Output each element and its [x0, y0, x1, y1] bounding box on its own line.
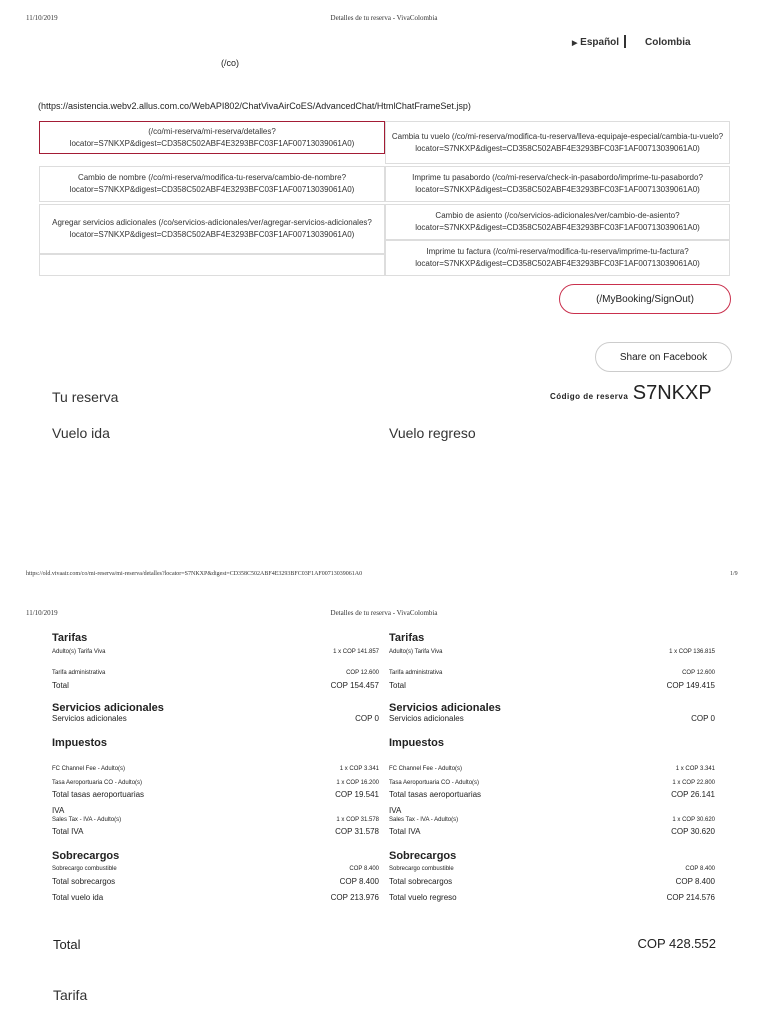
- menu-item-cambio-asiento[interactable]: [385, 204, 730, 240]
- sobrecargos-heading: Sobrecargos: [52, 850, 120, 862]
- language-divider: [624, 35, 626, 48]
- print-footer-url: https://old.vivaair.com/co/mi-reserva/mi-reserva/detalles?locator=S7NKXP&digest=CD358C502ABF4E3293BFC03F1AF00713039061A0: [26, 571, 363, 577]
- signout-button[interactable]: (/MyBooking/SignOut): [559, 284, 731, 314]
- tu-reserva-heading: Tu reserva: [52, 389, 119, 405]
- menu-item-prefix: Agregar servicios adicionales: [52, 218, 157, 227]
- menu-item-text: (/co/mi-reserva/modifica-tu-reserva/cambio-de-nombre?locator=S7NKXP&digest=CD358C502ABF4E3293BFC03F1AF00713039061A0): [69, 173, 355, 194]
- tarifas-heading: Tarifas: [389, 632, 425, 644]
- booking-code-label: Código de reserva: [550, 392, 629, 401]
- country-selector[interactable]: Colombia: [645, 37, 691, 48]
- servicios-heading: Servicios adicionales: [389, 702, 501, 714]
- menu-item-text: (/co/mi-reserva/modifica-tu-reserva/lleva-equipaje-especial/cambia-tu-vuelo?locator=S7NKXP&digest=CD358C502ABF4E3293BFC03F1AF00713039061A0): [415, 131, 724, 153]
- menu-empty-cell: [39, 254, 385, 276]
- sobrecargos-heading: Sobrecargos: [389, 850, 457, 862]
- menu-item-imprime-factura[interactable]: [385, 240, 730, 276]
- booking-code-value: S7NKXP: [632, 382, 712, 404]
- grand-total-label: Total: [53, 937, 81, 952]
- tarifas-heading: Tarifas: [52, 632, 88, 644]
- menu-item-text: (/co/mi-reserva/mi-reserva/detalles?locator=S7NKXP&digest=CD358C502ABF4E3293BFC03F1AF00713039061A0): [69, 126, 355, 148]
- print-date-2: 11/10/2019: [26, 609, 58, 617]
- print-title-2: Detalles de tu reserva - VivaColombia: [330, 609, 438, 617]
- menu-item-cambio-nombre[interactable]: [39, 166, 385, 202]
- menu-item-text: (/co/mi-reserva/check-in-pasabordo/imprime-tu-pasabordo?locator=S7NKXP&digest=CD358C502ABF4E3293BFC03F1AF00713039061A0): [415, 173, 703, 194]
- menu-item-detalles[interactable]: [39, 121, 385, 154]
- menu-item-cambia-vuelo[interactable]: [385, 121, 730, 164]
- menu-item-text: (/co/servicios-adicionales/ver/cambio-de-asiento?locator=S7NKXP&digest=CD358C502ABF4E3293BFC03F1AF00713039061A0): [415, 211, 700, 232]
- home-link[interactable]: (/co): [221, 58, 239, 68]
- fare-column-ida: Tarifas Adulto(s) Tarifa Viva 1 x COP 141.857 Tarifa administrativa COP 12.600 Total COP 154.457 Servicios adicionales Servicios adicionales COP 0 Impuestos FC Channel Fee - Adulto(s) 1 x COP 3.341 Tasa Aeroportuaria CO - Adulto(s) 1 x COP 16.200 Total tasas aeroportuarias COP 19.541 IVA Sales Tax - IVA - Adulto(s) 1 x COP 31.578 Total IVA COP 31.578 Sobrecargos Sobrecargo combustible COP 8.400 Total sobrecargos COP 8.400 Total vuelo ida COP 213.976: [52, 632, 379, 902]
- print-page-number: 1/9: [730, 571, 738, 577]
- share-facebook-button[interactable]: Share on Facebook: [595, 342, 732, 372]
- menu-item-agregar-servicios[interactable]: [39, 204, 385, 254]
- menu-item-imprime-pasabordo[interactable]: [385, 166, 730, 202]
- menu-item-prefix: Imprime tu pasabordo: [412, 173, 490, 182]
- vuelo-regreso-heading: Vuelo regreso: [389, 425, 476, 441]
- grand-total-value: COP 428.552: [637, 936, 716, 951]
- impuestos-heading: Impuestos: [389, 737, 445, 749]
- booking-code: [550, 382, 712, 405]
- language-label: Español: [580, 37, 620, 48]
- menu-item-prefix: Cambio de nombre: [77, 173, 146, 182]
- print-date: 11/10/2019: [26, 14, 58, 22]
- servicios-heading: Servicios adicionales: [52, 702, 164, 714]
- chat-link[interactable]: (https://asistencia.webv2.allus.com.co/WebAPI802/ChatVivaAirCoES/AdvancedChat/HtmlChatFrameSet.jsp): [38, 101, 471, 111]
- caret-right-icon: ▶: [572, 40, 578, 47]
- menu-item-text: (/co/mi-reserva/modifica-tu-reserva/imprime-tu-factura?locator=S7NKXP&digest=CD358C502ABF4E3293BFC03F1AF00713039061A0): [415, 247, 700, 268]
- language-selector[interactable]: [572, 37, 619, 48]
- vuelo-ida-heading: Vuelo ida: [52, 425, 110, 441]
- menu-item-text: (/co/servicios-adicionales/ver/agregar-servicios-adicionales?locator=S7NKXP&digest=CD358C502ABF4E3293BFC03F1AF00713039061A0): [69, 218, 372, 239]
- menu-item-prefix: Cambia tu vuelo: [391, 131, 450, 141]
- impuestos-heading: Impuestos: [52, 737, 108, 749]
- menu-item-prefix: Imprime tu factura: [426, 247, 491, 256]
- print-title: Detalles de tu reserva - VivaColombia: [330, 14, 438, 22]
- menu-item-prefix: Cambio de asiento: [435, 211, 503, 220]
- tarifa-heading: Tarifa: [53, 987, 88, 1003]
- fare-column-regreso: Tarifas Adulto(s) Tarifa Viva 1 x COP 136.815 Tarifa administrativa COP 12.600 Total COP 149.415 Servicios adicionales Servicios adicionales COP 0 Impuestos FC Channel Fee - Adulto(s) 1 x COP 3.341 Tasa Aeroportuaria CO - Adulto(s) 1 x COP 22.800 Total tasas aeroportuarias COP 26.141 IVA Sales Tax - IVA - Adulto(s) 1 x COP 30.620 Total IVA COP 30.620 Sobrecargos Sobrecargo combustible COP 8.400 Total sobrecargos COP 8.400 Total vuelo regreso COP 214.576: [389, 632, 715, 902]
